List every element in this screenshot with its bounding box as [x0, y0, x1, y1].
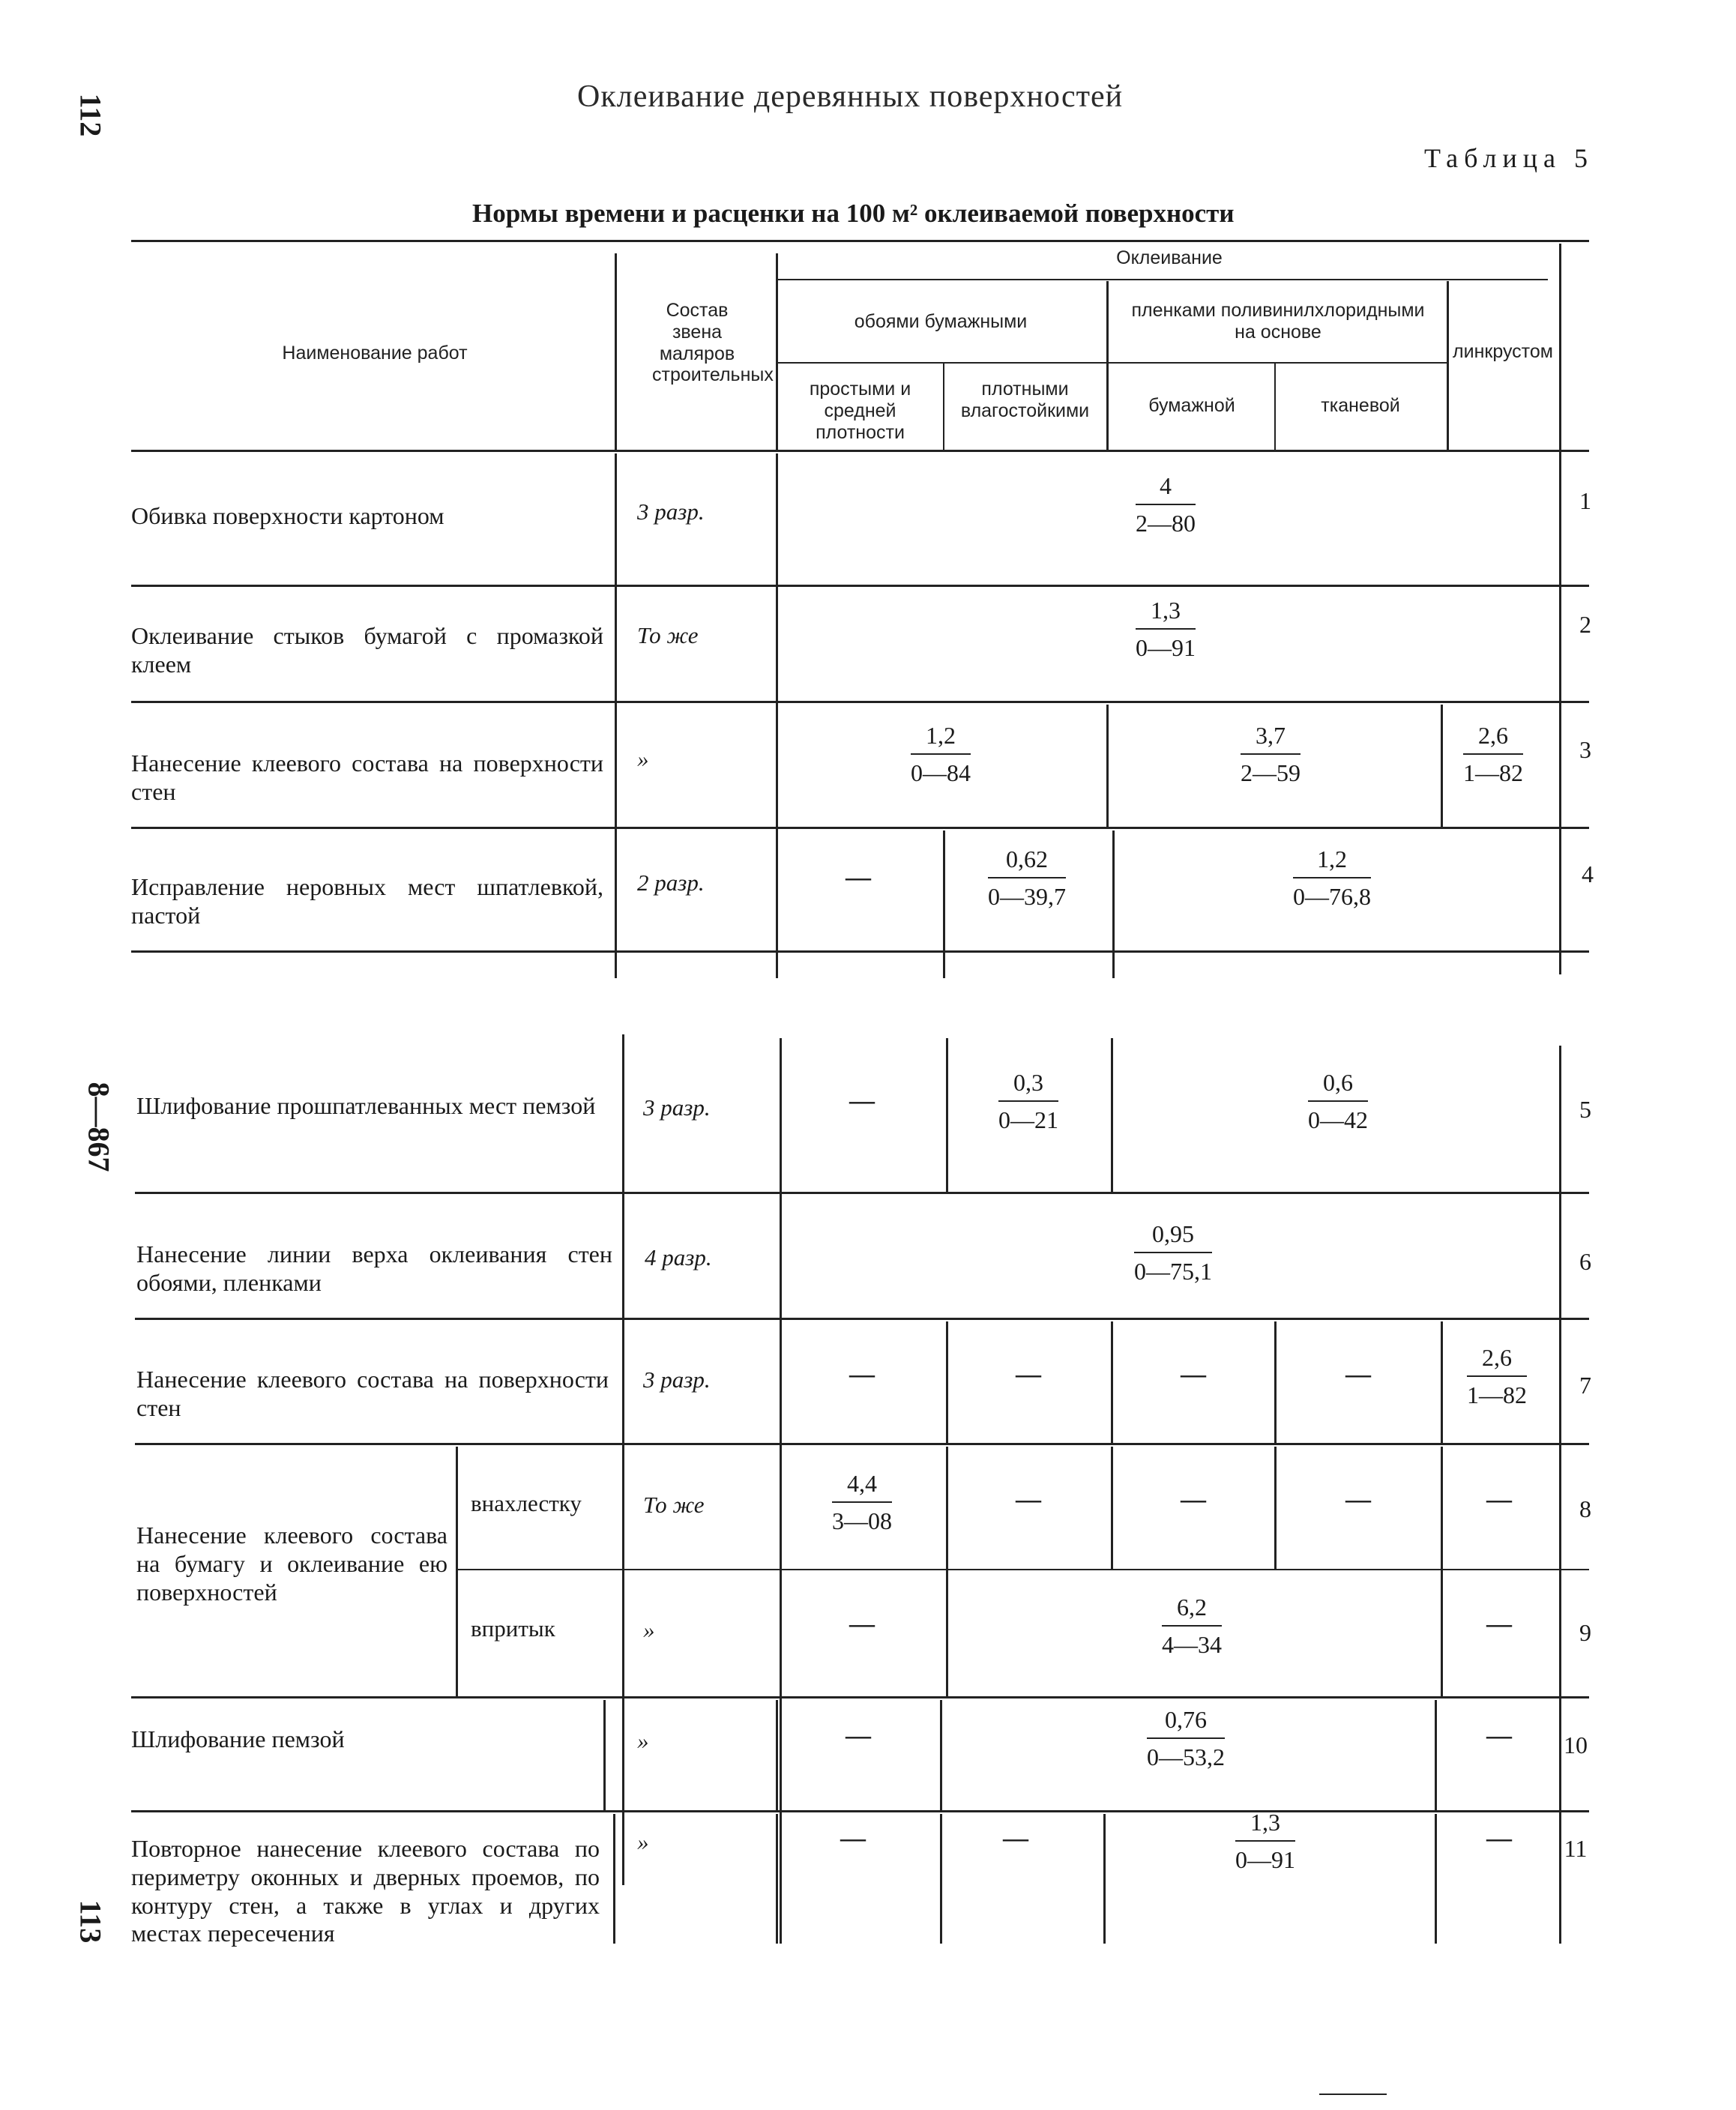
row-5-number: 5 — [1579, 1096, 1591, 1123]
row-7-dash-dense: — — [1016, 1360, 1041, 1388]
header-work-name: Наименование работ — [282, 343, 468, 364]
page-title: Оклеивание деревянных поверхностей — [577, 79, 1124, 114]
row-3-value-pvc: $\frac{3,7}{2—59}$ — [1241, 722, 1301, 786]
row-3-number: 3 — [1579, 736, 1591, 763]
row-1-work: Обивка поверхности картоном — [131, 502, 444, 529]
header-paper-wallpaper: обоями бумажными — [854, 311, 1028, 332]
row-10-value: $\frac{0,76}{0—53,2}$ — [1147, 1706, 1225, 1770]
row-4-crew: 2 разр. — [637, 869, 705, 896]
row-8-dash-lincrusta: — — [1486, 1486, 1512, 1513]
header-lincrusta: линкрустом — [1453, 341, 1553, 362]
row-2-work: Оклеивание стыков бумагой с промазкой клеем — [131, 622, 603, 678]
row-7-crew: 3 разр. — [643, 1366, 711, 1393]
left-page-number: 112 — [73, 93, 108, 137]
row-1-number: 1 — [1579, 487, 1591, 514]
row-10-work: Шлифование пемзой — [131, 1725, 345, 1752]
row-7-number: 7 — [1579, 1372, 1591, 1399]
row-9-number: 9 — [1579, 1619, 1591, 1646]
row-8-value-simple: $\frac{4,4}{3—08}$ — [832, 1470, 892, 1534]
row-9-crew: » — [643, 1617, 655, 1643]
row-9-dash-lincrusta: — — [1486, 1610, 1512, 1638]
row-5-dash-simple: — — [849, 1087, 875, 1115]
row-4-value-pvc: $\frac{1,2}{0—76,8}$ — [1293, 845, 1371, 910]
row-6-value: $\frac{0,95}{0—75,1}$ — [1134, 1220, 1212, 1285]
header-pasting: Оклеивание — [1116, 247, 1223, 268]
table-label: Таблица 5 — [1424, 143, 1594, 173]
row-9-subtype: впритык — [471, 1615, 555, 1642]
row-8-dash-fabric: — — [1345, 1486, 1371, 1513]
row-10-dash-simple: — — [846, 1722, 871, 1749]
header-paper-base: бумажной — [1148, 395, 1235, 416]
row-5-value-pvc: $\frac{0,6}{0—42}$ — [1308, 1069, 1368, 1133]
row-3-crew: » — [637, 746, 649, 772]
right-page-number: 113 — [73, 1899, 108, 1944]
header-crew: Состав звена маляров строительных — [652, 300, 774, 386]
row-5-work: Шлифование прошпатлеванных мест пемзой — [136, 1092, 596, 1119]
row-7-work: Нанесение клеевого состава на поверхности стен — [136, 1366, 609, 1421]
row-7-dash-paper: — — [1181, 1360, 1206, 1388]
row-1-crew: 3 разр. — [637, 498, 705, 525]
row-2-number: 2 — [1579, 611, 1591, 638]
row-8-subtype: внахлестку — [471, 1490, 582, 1516]
row-4-work: Исправление неровных мест шпатлевкой, пастой — [131, 873, 603, 929]
row-7-dash-simple: — — [849, 1360, 875, 1388]
row-11-work: Повторное нанесение клеевого состава по периметру оконных и дверных проемов, по контуру стен, а также в углах и других местах пересечения — [131, 1835, 600, 1947]
row-5-value-dense: $\frac{0,3}{0—21}$ — [998, 1069, 1058, 1133]
header-dense: плотными влагостойкими — [960, 379, 1090, 421]
row-8-dash-dense: — — [1016, 1486, 1041, 1513]
row-7-value-lincrusta: $\frac{2,6}{1—82}$ — [1467, 1344, 1527, 1408]
row-8-crew: То же — [643, 1492, 705, 1518]
row-10-crew: » — [637, 1728, 649, 1754]
header-fabric-base: тканевой — [1321, 395, 1400, 416]
row-8-9-work: Нанесение клеевого состава на бумагу и оклеивание ею поверхностей — [136, 1522, 447, 1606]
row-5-crew: 3 разр. — [643, 1094, 711, 1121]
row-6-work: Нанесение линии верха оклеивания стен обоями, пленками — [136, 1241, 612, 1296]
row-9-value: $\frac{6,2}{4—34}$ — [1162, 1594, 1222, 1658]
row-2-value: $\frac{1,3}{0—91}$ — [1136, 597, 1196, 661]
table-caption: Нормы времени и расценки на 100 м² оклеиваемой поверхности — [472, 199, 1235, 228]
row-11-dash-lincrusta: — — [1486, 1824, 1512, 1852]
header-pvc-films: пленками поливинилхлоридными на основе — [1131, 300, 1425, 343]
row-9-dash-simple: — — [849, 1610, 875, 1638]
row-10-dash-lincrusta: — — [1486, 1722, 1512, 1749]
row-7-dash-fabric: — — [1345, 1360, 1371, 1388]
row-4-value-dense: $\frac{0,62}{0—39,7}$ — [988, 845, 1066, 910]
row-11-number: 11 — [1564, 1835, 1588, 1862]
row-8-number: 8 — [1579, 1495, 1591, 1522]
row-6-crew: 4 разр. — [645, 1244, 712, 1270]
row-11-dash-dense: — — [1003, 1824, 1028, 1852]
row-2-crew: То же — [637, 622, 699, 648]
row-3-work: Нанесение клеевого состава на поверхности стен — [131, 750, 603, 805]
row-11-value: $\frac{1,3}{0—91}$ — [1235, 1809, 1295, 1873]
row-8-dash-paper: — — [1181, 1486, 1206, 1513]
header-simple: простыми и средней плотности — [809, 379, 911, 443]
row-4-dash-simple: — — [846, 863, 871, 891]
row-4-number: 4 — [1582, 860, 1594, 887]
row-1-value: $\frac{4}{2—80}$ — [1136, 472, 1196, 537]
signature-mark: 8—867 — [82, 1082, 116, 1172]
row-3-value-paper: $\frac{1,2}{0—84}$ — [911, 722, 971, 786]
row-6-number: 6 — [1579, 1248, 1591, 1275]
row-10-number: 10 — [1564, 1731, 1588, 1758]
row-3-value-lincrusta: $\frac{2,6}{1—82}$ — [1463, 722, 1523, 786]
row-11-crew: » — [637, 1829, 649, 1855]
row-11-dash-simple: — — [840, 1824, 866, 1852]
